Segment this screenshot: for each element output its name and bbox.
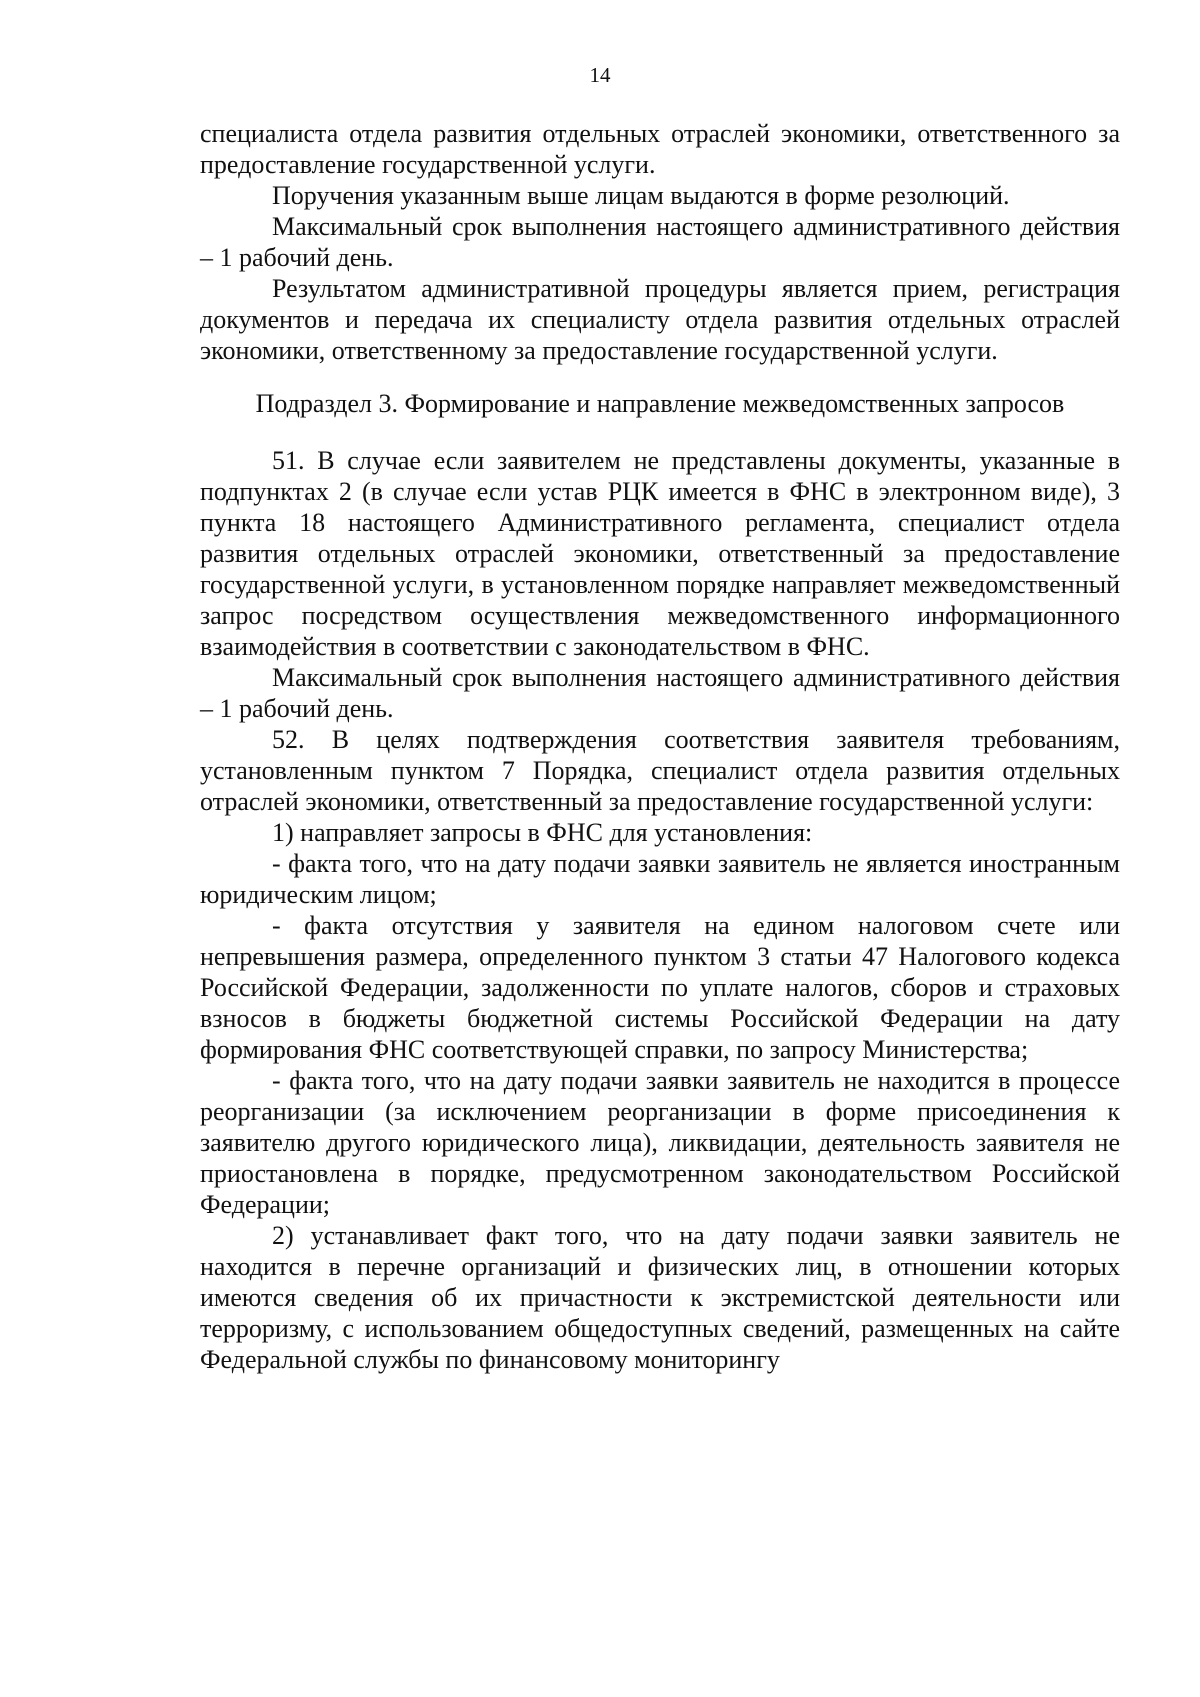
paragraph-bullet-tax-debt: - факта отсутствия у заявителя на едином налоговом счете или непревышения размера, определенного пунктом 3 статьи 47 Налогового кодекса Российской Федерации, задолженности по уплате налогов, сборов и страховых взносов в бюджеты бюджетной системы Российской Федерации на дату формирования ФНС соответствующей справки, по запросу Министерства; — [200, 911, 1120, 1064]
section-heading: Подраздел 3. Формирование и направление межведомственных запросов — [255, 389, 1065, 418]
paragraph-bullet-foreign-entity: - факта того, что на дату подачи заявки заявитель не является иностранным юридическим лицом; — [200, 849, 1120, 909]
paragraph-result: Результатом административной процедуры является прием, регистрация документов и передача их специалисту отдела развития отдельных отраслей экономики, ответственному за предоставление государственной услуги. — [200, 274, 1120, 365]
page-number: 14 — [589, 63, 611, 87]
paragraph-item-52: 52. В целях подтверждения соответствия заявителя требованиям, установленным пунктом 7 Порядка, специалист отдела развития отдельных отраслей экономики, ответственный за предоставление государственной услуги: — [200, 725, 1120, 816]
paragraph-subitem-1: 1) направляет запросы в ФНС для установления: — [272, 818, 813, 847]
paragraph-bullet-reorganization: - факта того, что на дату подачи заявки заявитель не находится в процессе реорганизации (за исключением реорганизации в форме присоединения к заявителю другого юридического лица), ликвидации, деятельность заявителя не приостановлена в порядке, предусмотренном законодательством Российской Федерации; — [200, 1066, 1120, 1219]
paragraph-item-51: 51. В случае если заявителем не представлены документы, указанные в подпунктах 2 (в случае если устав РЦК имеется в ФНС в электронном виде), 3 пункта 18 настоящего Административного регламента, специалист отдела развития отдельных отраслей экономики, ответственный за предоставление государственной услуги, в установленном порядке направляет межведомственный запрос посредством осуществления межведомственного информационного взаимодействия в соответствии с законодательством в ФНС. — [200, 446, 1120, 661]
paragraph-max-term: Максимальный срок выполнения настоящего административного действия – 1 рабочий день. — [200, 212, 1120, 272]
paragraph-continuation: специалиста отдела развития отдельных отраслей экономики, ответственного за предоставление государственной услуги. — [200, 119, 1120, 179]
paragraph-instructions: Поручения указанным выше лицам выдаются в форме резолюций. — [272, 181, 1010, 210]
paragraph-max-term-2: Максимальный срок выполнения настоящего административного действия – 1 рабочий день. — [200, 663, 1120, 723]
paragraph-subitem-2: 2) устанавливает факт того, что на дату подачи заявки заявитель не находится в перечне организаций и физических лиц, в отношении которых имеются сведения об их причастности к экстремистской деятельности или терроризму, с использованием общедоступных сведений, размещенных на сайте Федеральной службы по финансовому мониторингу — [200, 1221, 1120, 1374]
document-body — [200, 118, 1120, 1375]
